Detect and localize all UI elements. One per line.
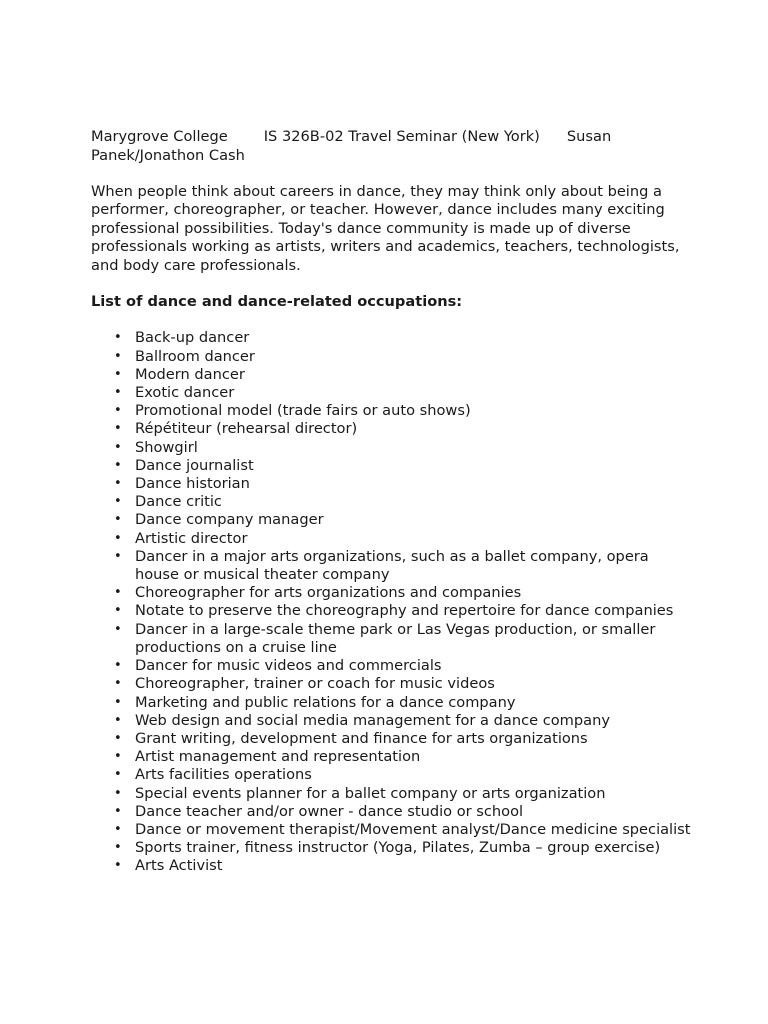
list-item: • Showgirl	[135, 439, 695, 457]
list-item: • Sports trainer, fitness instructor (Yoga, Pilates, Zumba – group exercise)	[135, 839, 695, 857]
list-item: • Exotic dancer	[135, 384, 695, 402]
list-item: • Notate to preserve the choreography and repertoire for dance companies	[135, 602, 695, 620]
list-item: • Promotional model (trade fairs or auto shows)	[135, 402, 695, 420]
occupation-list	[91, 329, 695, 875]
list-item: • Choreographer for arts organizations and companies	[135, 584, 695, 602]
list-heading: List of dance and dance-related occupations:	[91, 293, 463, 311]
list-item: • Back-up dancer	[135, 329, 695, 347]
list-item: • Artistic director	[135, 530, 695, 548]
list-item: • Web design and social media management for a dance company	[135, 712, 695, 730]
list-item: • Dance teacher and/or owner - dance studio or school	[135, 803, 695, 821]
list-item: • Dance journalist	[135, 457, 695, 475]
list-item: • Special events planner for a ballet company or arts organization	[135, 785, 695, 803]
list-item: • Modern dancer	[135, 366, 695, 384]
list-item: • Marketing and public relations for a dance company	[135, 694, 695, 712]
course-title: IS 326B-02 Travel Seminar (New York)	[263, 128, 540, 145]
list-item: • Dance historian	[135, 475, 695, 493]
college-name: Marygrove College	[91, 128, 228, 145]
document-page	[91, 128, 691, 876]
list-item: • Ballroom dancer	[135, 348, 695, 366]
list-item: • Artist management and representation	[135, 748, 695, 766]
list-item: • Arts Activist	[135, 857, 695, 875]
list-item: • Répétiteur (rehearsal director)	[135, 420, 695, 438]
list-item: • Dancer for music videos and commercials	[135, 657, 695, 675]
list-item: • Choreographer, trainer or coach for music videos	[135, 675, 695, 693]
list-item: • Arts facilities operations	[135, 766, 695, 784]
list-item: • Dance or movement therapist/Movement analyst/Dance medicine specialist	[135, 821, 695, 839]
list-item: • Dance critic	[135, 493, 695, 511]
intro-paragraph: When people think about careers in dance, they may think only about being a performer, choreographer, or teacher. However, dance includes many exciting professional possibilities. Today's dance community is made up of diverse professionals working as artists, writers and academics, teachers, technologists, and body care professionals.	[91, 183, 680, 274]
document-header	[91, 128, 691, 165]
list-item: • Dancer in a major arts organizations, such as a ballet company, opera house or musical theater company	[135, 548, 695, 584]
instructor-names: Susan Panek/Jonathon Cash	[91, 128, 612, 164]
list-item: • Dancer in a large-scale theme park or Las Vegas production, or smaller productions on a cruise line	[135, 621, 695, 657]
list-item: • Grant writing, development and finance for arts organizations	[135, 730, 695, 748]
list-item: • Dance company manager	[135, 511, 695, 529]
